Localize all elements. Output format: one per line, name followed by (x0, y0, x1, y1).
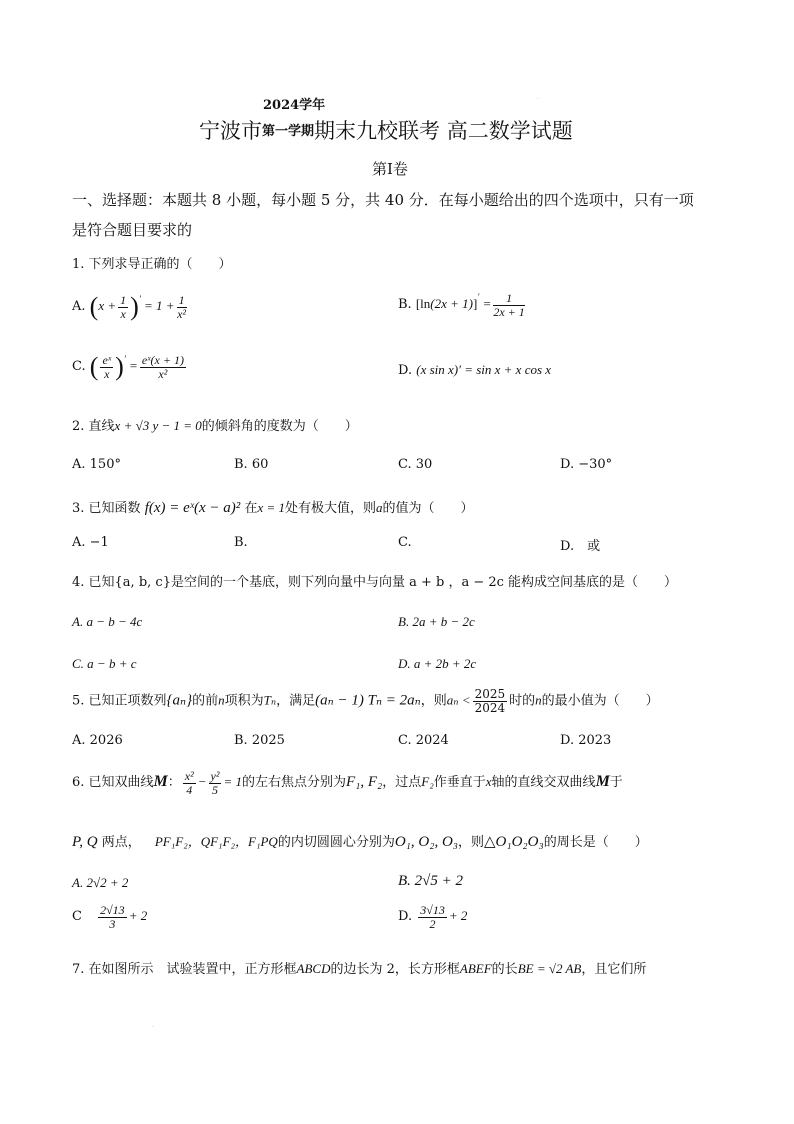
q6-stem-line1: 6. 已知双曲线M： $\frac{\text{x²}}{4}$ − $\frac{\text{y²}}{5}$ = 1的左右焦点分别为F₁, F₂，过点F₂作垂直于x轴的直线交双曲线M于 (72, 769, 623, 797)
q5-option-a: A. 2026 (72, 733, 123, 748)
q4-option-d: D. a + 2b + 2c (398, 656, 477, 671)
section-instruction-line1: 一、选择题：本题共 8 小题，每小题 5 分，共 40 分．在每小题给出的四个选项中，只有一项 (72, 191, 694, 209)
volume-label: 第Ⅰ卷 (372, 160, 408, 178)
q2-option-c: C. 30 (398, 457, 433, 472)
title-term: 第一学期 (262, 124, 315, 139)
q2-stem: 2. 直线x + √3 y − 1 = 0的倾斜角的度数为（ ） (72, 418, 358, 434)
q5-stem: 5. 已知正项数列{aₙ}的前n项积为Tₙ，满足(aₙ − 1) Tₙ = 2aₙ，则aₙ < $\frac{2025}{2024}$ 时的n的最小值为（ ） (72, 687, 659, 715)
q2-option-a: A. 150° (72, 457, 121, 472)
q3-stem: 3. 已知函数 f(x) = eˣ(x − a)² 在x = 1处有极大值，则a的值为（ ） (72, 500, 474, 516)
q7-stem: 7. 在如图所示 试验装置中，正方形框ABCD的边长为 2，长方形框ABEF的长BE = √2 AB，且它们所 (72, 961, 647, 977)
exam-year: 2024学年 (263, 98, 326, 113)
q5-option-b: B. 2025 (234, 733, 285, 748)
q2-option-d: D. −30° (560, 457, 613, 472)
q1-stem: 1. 下列求导正确的（ ） (72, 257, 232, 272)
q1-option-d: D. (x sin x)′ = sin x + x cos x (398, 362, 552, 378)
q2-option-b: B. 60 (234, 457, 269, 472)
q4-option-b: B. 2a + b − 2c (398, 614, 475, 629)
exam-title (199, 115, 573, 145)
q1-option-b: B. [ln(2x + 1)]′ = $\frac{1}{2x + 1}$ (398, 291, 525, 319)
q6-option-a: A. 2√2 + 2 (72, 875, 129, 890)
q6-stem-line2: P, Q 两点， PF₁F₂，QF₁F₂，F₁PQ的内切圆圆心分别为O₁, O₂, O₃，则△O₁O₂O₃的周长是（ ） (72, 834, 648, 850)
title-city: 宁波市 (199, 119, 262, 143)
q3-option-a: A. −1 (72, 535, 109, 550)
q6-option-d: D. $\frac{3√13}{2}$ + 2 (398, 903, 468, 931)
q5-option-d: D. 2023 (560, 733, 612, 748)
q4-option-a: A. a − b − 4c (72, 614, 143, 629)
q4-option-c: C. a − b + c (72, 656, 137, 671)
q3-option-c: C. (398, 535, 412, 550)
section-instruction-line2: 是符合题目要求的 (72, 221, 193, 239)
q6-option-b: B. 2√5 + 2 (398, 873, 464, 889)
q5-option-c: C. 2024 (398, 733, 449, 748)
title-main: 期末九校联考 高二数学试题 (314, 119, 573, 143)
q4-stem: 4. 已知{a, b, c}是空间的一个基底，则下列向量中与向量 a + b ，a − 2c 能构成空间基底的是（ ） (72, 575, 678, 590)
q6-option-c: C $\frac{2√13}{3}$ + 2 (72, 903, 148, 931)
q3-option-b: B. (234, 535, 248, 550)
q1-option-c: C. ( $\frac{\text{eˣ}}{x}$ )′ = $\frac{\text{eˣ(x + 1)}}{\text{x²}}$ (72, 352, 184, 381)
q1-option-a: A. (x + $\frac{1}{x}$ )′ = 1 + $\frac{1}{\text{x²}}$ (72, 292, 187, 321)
q3-option-d: D. 或 (560, 539, 601, 554)
